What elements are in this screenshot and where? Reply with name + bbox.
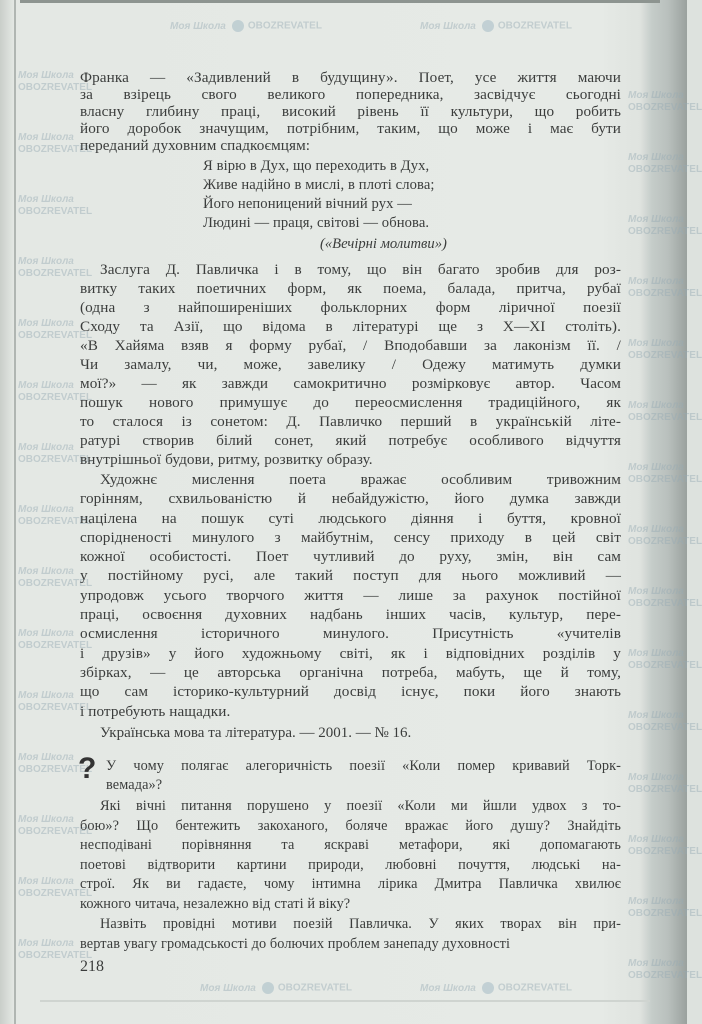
- watermark-brand: OBOZREVATEL: [18, 330, 93, 341]
- question-1: [106, 757, 621, 795]
- watermark-school: Моя Школа: [628, 834, 684, 845]
- text-line: вемада»?: [106, 777, 163, 793]
- watermark-brand: OBOZREVATEL: [18, 392, 93, 403]
- text-line: і потребують нащадки.: [80, 702, 231, 720]
- text-line: що сам історико-культурний досвід існує, поки його знають: [80, 683, 621, 701]
- watermark-school: Моя Школа: [628, 338, 684, 349]
- watermark-brand: OBOZREVATEL: [628, 722, 702, 733]
- watermark-brand: OBOZREVATEL: [628, 474, 702, 485]
- text-line: горінням, схвильованістю й небайдужістю, його думка завжди: [80, 490, 621, 508]
- watermark-brand: OBOZREVATEL: [628, 536, 702, 547]
- paragraph-intro: [80, 69, 621, 154]
- watermark-brand: OBOZREVATEL: [18, 516, 93, 527]
- watermark: [628, 834, 702, 858]
- page-top-edge: [20, 0, 660, 3]
- watermark-school: Моя Школа: [18, 194, 74, 205]
- text-line: націлена на пошук суті людського діяння і буття, кровної: [80, 509, 621, 527]
- page-bottom-edge: [40, 1000, 650, 1002]
- text-line: його доробок значущим, потрібним, таким, що може і має бути: [80, 120, 621, 137]
- question-mark-icon: ?: [78, 752, 97, 785]
- watermark: [628, 586, 702, 610]
- watermark: [170, 20, 322, 33]
- watermark-school: Моя Школа: [18, 690, 74, 701]
- text-line: Живе надійно в мислі, в плоті слова;: [203, 177, 435, 193]
- watermark-school: Моя Школа: [18, 442, 74, 453]
- text-line: Чи замалу, чи, може, завелику / Одежу матимуть думки: [80, 356, 621, 373]
- watermark-school: Моя Школа: [18, 504, 74, 515]
- watermark: [628, 276, 702, 300]
- text-line: переданий духовним спадкоємцям:: [80, 137, 311, 154]
- watermark-school: Моя Школа: [18, 876, 74, 887]
- text-line: вертав увагу громадськості до болючих проблем занепаду духовності: [80, 935, 511, 952]
- watermark: [628, 648, 702, 672]
- text-line: і друзів» у його художньому світі, як і відповідних розділів у: [80, 644, 621, 662]
- text-line: власну глибину праці, високий рівень її культури, що робить: [80, 103, 621, 120]
- watermark: [628, 958, 702, 982]
- paragraph-pavlychko-forms: [80, 260, 621, 469]
- text-line: Франка — «Задивлений в будущину». Поет, усе життя маючи: [80, 69, 621, 86]
- obozrevatel-logo-icon: [482, 20, 494, 32]
- watermark-school: Моя Школа: [18, 70, 74, 81]
- text-line: збірках, — це авторська органічна потреба, мабуть, ще й тому,: [80, 663, 621, 681]
- watermark-school: Моя Школа: [628, 214, 684, 225]
- watermark-school: Моя Школа: [18, 256, 74, 267]
- watermark-brand: OBOZREVATEL: [628, 288, 702, 299]
- text-line: несподівані порівняння та яскраві метафори, які допомагають: [80, 837, 621, 853]
- question-3: [80, 915, 621, 954]
- watermark: [628, 896, 702, 920]
- watermark-brand: OBOZREVATEL: [628, 226, 702, 237]
- text-line: спорідненості минулого з майбутнім, сенсу приходу в цей світ: [80, 528, 621, 546]
- text-line: за взірець свого великого попередника, засвідчує сьогодні: [80, 86, 621, 103]
- watermark-brand: OBOZREVATEL: [18, 826, 93, 837]
- text-line: внутрішньої будови, ритму, розвитку образу.: [80, 451, 373, 468]
- watermark-school: Моя Школа: [628, 710, 684, 721]
- watermark: [628, 90, 702, 114]
- text-line: Заслуга Д. Павличка і в тому, що він багато зробив для роз-: [100, 261, 621, 278]
- watermark-school: Моя Школа: [18, 566, 74, 577]
- watermark-brand: OBOZREVATEL: [18, 640, 93, 651]
- text-line: Людині — праця, світові — обнова.: [203, 215, 430, 231]
- text-line: У чому полягає алегоричність поезії «Коли помер кривавий Торк-: [106, 758, 621, 774]
- watermark: [628, 152, 702, 176]
- watermark-brand: OBOZREVATEL: [628, 846, 702, 857]
- text-line: Художнє мислення поета вражає особливим тривожним: [100, 471, 621, 488]
- watermark-brand: OBOZREVATEL: [628, 412, 702, 423]
- watermark-school: Моя Школа: [18, 380, 74, 391]
- watermark-school: Моя Школа: [420, 982, 476, 994]
- watermark-brand: OBOZREVATEL: [628, 350, 702, 361]
- source-citation: Українська мова та література. — 2001. — № 16.: [100, 725, 412, 741]
- watermark-brand: OBOZREVATEL: [247, 20, 322, 32]
- watermark-brand: OBOZREVATEL: [18, 764, 93, 775]
- text-line: кожної особистості. Поет чутливий до руху, змін, він сам: [80, 548, 621, 566]
- watermark-brand: OBOZREVATEL: [628, 908, 702, 919]
- text-line: Я вірю в Дух, що переходить в Дух,: [203, 158, 430, 174]
- poem-source: [320, 236, 520, 253]
- poem-source-text: («Вечірні молитви»): [320, 236, 447, 252]
- watermark-brand: OBOZREVATEL: [628, 102, 702, 113]
- watermark-school: Моя Школа: [628, 648, 684, 659]
- text-line: мої?» — як завжди самокритично розмірковує автор. Часом: [80, 375, 621, 392]
- watermark-school: Моя Школа: [628, 90, 684, 101]
- text-line: ратурі створив білий сонет, який потребує особливого відчуття: [80, 432, 621, 449]
- watermark-brand: OBOZREVATEL: [18, 206, 93, 217]
- watermark-brand: OBOZREVATEL: [18, 454, 93, 465]
- watermark-brand: OBOZREVATEL: [18, 268, 93, 279]
- watermark-school: Моя Школа: [628, 896, 684, 907]
- watermark: [628, 462, 702, 486]
- watermark-school: Моя Школа: [628, 462, 684, 473]
- watermark: [628, 524, 702, 548]
- watermark: [420, 982, 572, 995]
- text-line: Сходу та Азії, що відома в літературі ще з X—XI століть).: [80, 318, 621, 335]
- obozrevatel-logo-icon: [262, 982, 274, 994]
- watermark-school: Моя Школа: [18, 132, 74, 143]
- text-line: Назвіть провідні мотиви поезій Павличка. У яких творах він при-: [100, 916, 621, 932]
- page-left-edge: [14, 0, 16, 1024]
- watermark-school: Моя Школа: [628, 772, 684, 783]
- watermark-brand: OBOZREVATEL: [628, 164, 702, 175]
- text-line: поетові відтворити картини природи, любовні почуття, людські на-: [80, 856, 621, 873]
- question-2: [80, 797, 621, 914]
- text-line: строї. Як ви гадаєте, чому інтимна лірика Дмитра Павличка хвилює: [80, 876, 621, 892]
- watermark-school: Моя Школа: [628, 958, 684, 969]
- watermark-brand: OBOZREVATEL: [18, 82, 93, 93]
- watermark-school: Моя Школа: [18, 318, 74, 329]
- text-line: «В Хайяма взяв я форму рубаї, / Вподобавши за лаконізм її. /: [80, 337, 621, 354]
- watermark: [628, 772, 702, 796]
- watermark-school: Моя Школа: [628, 152, 684, 163]
- text-line: праці, освоєння духовних надбань інших часів, культур, пере-: [80, 606, 621, 624]
- text-line: кожного читача, незалежно від статі й віку?: [80, 895, 351, 912]
- watermark-brand: OBOZREVATEL: [18, 578, 93, 589]
- watermark-brand: OBOZREVATEL: [628, 784, 702, 795]
- text-line: Які вічні питання порушено у поезії «Коли ми йшли удвох з то-: [100, 798, 621, 814]
- text-line: бою»? Що бентежить закоханого, боляче вражає його душу? Знайдіть: [80, 817, 621, 834]
- text-line: то сталося із сонетом: Д. Павличко перший в українській літе-: [80, 413, 621, 430]
- paragraph-artistic-thinking: [80, 470, 621, 721]
- watermark-brand: OBOZREVATEL: [18, 888, 93, 899]
- watermark: [628, 400, 702, 424]
- watermark-brand: OBOZREVATEL: [18, 702, 93, 713]
- watermark: [420, 20, 572, 33]
- text-line: упродовж усього творчого життя — лише за рахунок постійної: [80, 586, 621, 604]
- watermark-school: Моя Школа: [628, 586, 684, 597]
- obozrevatel-logo-icon: [482, 982, 494, 994]
- text-line: витку таких поетичних форм, як поема, балада, притча, рубаї: [80, 280, 621, 297]
- watermark-brand: OBOZREVATEL: [18, 950, 93, 961]
- watermark-school: Моя Школа: [170, 20, 226, 32]
- text-line: Його непоницений вічний рух —: [203, 196, 412, 212]
- watermark-school: Моя Школа: [628, 400, 684, 411]
- watermark: [628, 338, 702, 362]
- text-line: у постійному русі, але такий поступ для нього можливий —: [80, 567, 621, 585]
- watermark: [200, 982, 352, 995]
- watermark-school: Моя Школа: [18, 814, 74, 825]
- watermark: [628, 214, 702, 238]
- watermark-brand: OBOZREVATEL: [18, 144, 93, 155]
- watermark: [18, 194, 92, 218]
- watermark-school: Моя Школа: [628, 276, 684, 287]
- watermark-school: Моя Школа: [18, 752, 74, 763]
- watermark-brand: OBOZREVATEL: [497, 20, 572, 32]
- watermark-brand: OBOZREVATEL: [628, 970, 702, 981]
- watermark-school: Моя Школа: [200, 982, 256, 994]
- watermark-school: Моя Школа: [628, 524, 684, 535]
- text-line: (одна з найпоширеніших фольклорних форм ліричної поезії: [80, 299, 621, 316]
- watermark-brand: OBOZREVATEL: [628, 598, 702, 609]
- poem-quote: [203, 157, 533, 233]
- watermark-school: Моя Школа: [420, 20, 476, 32]
- watermark-brand: OBOZREVATEL: [277, 982, 352, 994]
- obozrevatel-logo-icon: [232, 20, 244, 32]
- watermark-school: Моя Школа: [18, 938, 74, 949]
- page-number: 218: [80, 958, 104, 975]
- watermark-brand: OBOZREVATEL: [497, 982, 572, 994]
- text-line: осмислення історичного минулого. Присутність «учителів: [80, 625, 621, 643]
- watermark-school: Моя Школа: [18, 628, 74, 639]
- watermark-brand: OBOZREVATEL: [628, 660, 702, 671]
- text-line: пошук нового примушує до переосмислення традиційного, як: [80, 394, 621, 411]
